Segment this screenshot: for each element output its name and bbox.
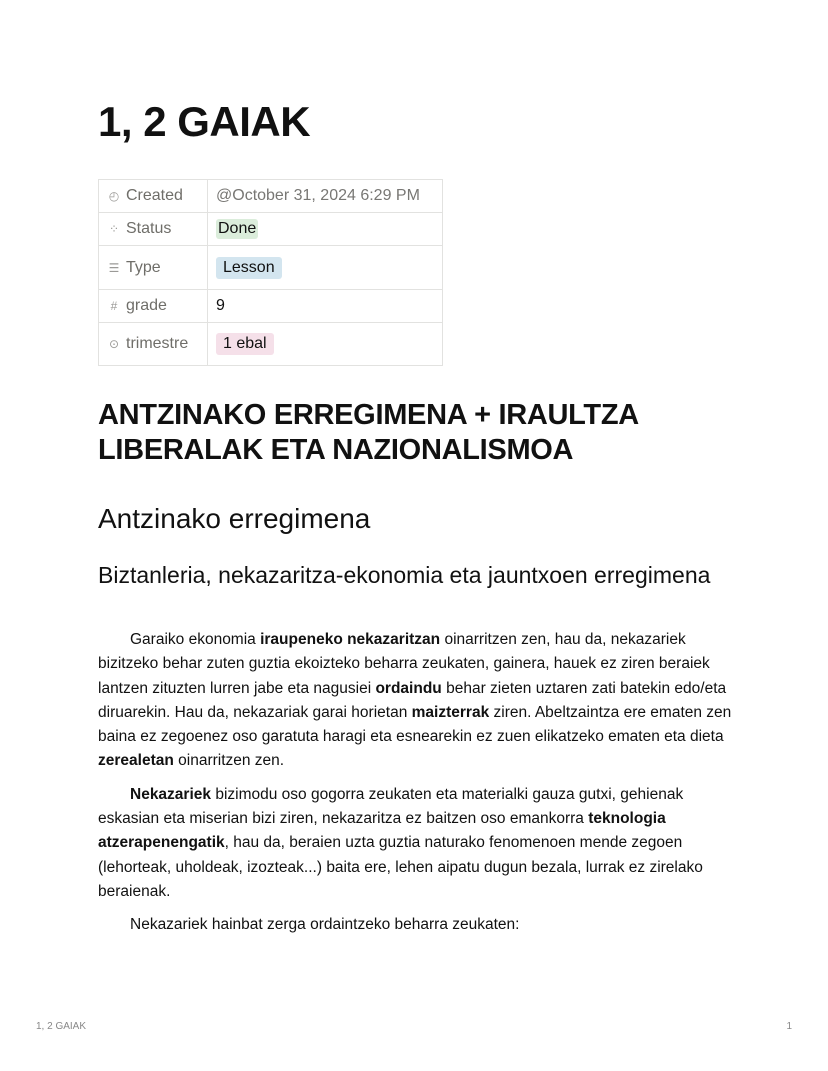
property-value-cell[interactable] [208, 323, 443, 366]
text-run: Nekazariek hainbat zerga ordaintzeko beharra zeukaten: [130, 916, 520, 934]
status-spinner-icon: ⁘ [108, 222, 120, 236]
property-label: Type [126, 258, 161, 276]
text-run: oinarritzen zen. [173, 752, 285, 770]
property-key [99, 290, 208, 323]
property-value: Done [218, 220, 257, 237]
body-text [98, 628, 733, 947]
property-value-cell[interactable] [208, 180, 443, 213]
bold-text: maizterrak [411, 703, 490, 721]
property-label: trimestre [126, 335, 189, 352]
bold-text: zerealetan [98, 752, 174, 770]
hash-icon: # [110, 299, 118, 313]
property-value: 1 ebal [216, 333, 274, 355]
clock-icon: ◴ [108, 189, 120, 203]
footer-page-title: 1, 2 GAIAK [36, 1021, 87, 1032]
paragraph [98, 783, 733, 904]
property-label: grade [126, 297, 167, 314]
property-label: Created [126, 187, 183, 204]
text-run: behar zieten uztaren zati batekin edo/eta diruarekin. Hau da, nekazariak garai horietan [98, 679, 727, 721]
bold-text: iraupeneko nekazaritzan [260, 631, 441, 648]
property-value: @October 31, 2024 6:29 PM [216, 187, 420, 204]
property-row [99, 290, 443, 323]
text-run: , hau da, beraien uzta guztia naturako fenomenoen mende zegoen (lehorteak, uholdeak, izozteak...) baita ere, lehen aipatu dugun bezala, lurrak ez zirelako beraienak. [98, 834, 703, 900]
page-title: 1, 2 GAIAK [98, 98, 311, 145]
property-row [99, 213, 443, 246]
property-value-cell[interactable] [208, 290, 443, 323]
heading-2: Antzinako erregimena [98, 503, 371, 534]
property-key [99, 323, 208, 366]
property-value: Lesson [216, 257, 282, 279]
property-value-cell[interactable] [208, 213, 443, 246]
paragraph [98, 913, 733, 937]
property-row [99, 180, 443, 213]
property-value: 9 [216, 297, 225, 314]
property-label: Status [126, 220, 172, 237]
bold-text: teknologia atzerapenengatik [98, 810, 666, 852]
text-run: ziren. Abeltzaintza ere ematen zen baina ez zegoenez oso garatuta haragi eta esnearekin ez zuen elikatzeko ematen eta dieta [98, 703, 732, 746]
list-icon: ☰ [108, 260, 120, 275]
property-key [99, 213, 208, 246]
dropdown-circle-icon: ⊙ [108, 337, 120, 351]
heading-1: ANTZINAKO ERREGIMENA + IRAULTZA LIBERALAK ETA NAZIONALISMOA [98, 399, 638, 466]
property-row [99, 246, 443, 290]
property-row [99, 323, 443, 366]
property-value-cell[interactable] [208, 246, 443, 290]
properties-table [98, 179, 443, 366]
heading-3: Biztanleria, nekazaritza-ekonomia eta jauntxoen erregimena [98, 562, 711, 588]
paragraph [98, 628, 733, 774]
bold-text: ordaindu [375, 679, 442, 697]
text-run: bizimodu oso gogorra zeukaten eta materialki gauza gutxi, gehienak eskasian eta miserian bizi ziren, nekazaritza ez baitzen oso emankorra [98, 785, 684, 828]
text-run: oinarritzen zen, hau da, nekazariek bizitzeko behar zuten guztia ekoizteko beharra zeukaten, gainera, hauek ez ziren beraiek lantzen zituzten lurren jabe eta nagusiei [98, 631, 710, 697]
footer-page-number: 1 [786, 1021, 792, 1032]
property-key [99, 180, 208, 213]
property-key [99, 246, 208, 290]
text-run: Garaiko ekonomia [130, 631, 261, 648]
bold-text: Nekazariek [130, 785, 212, 803]
